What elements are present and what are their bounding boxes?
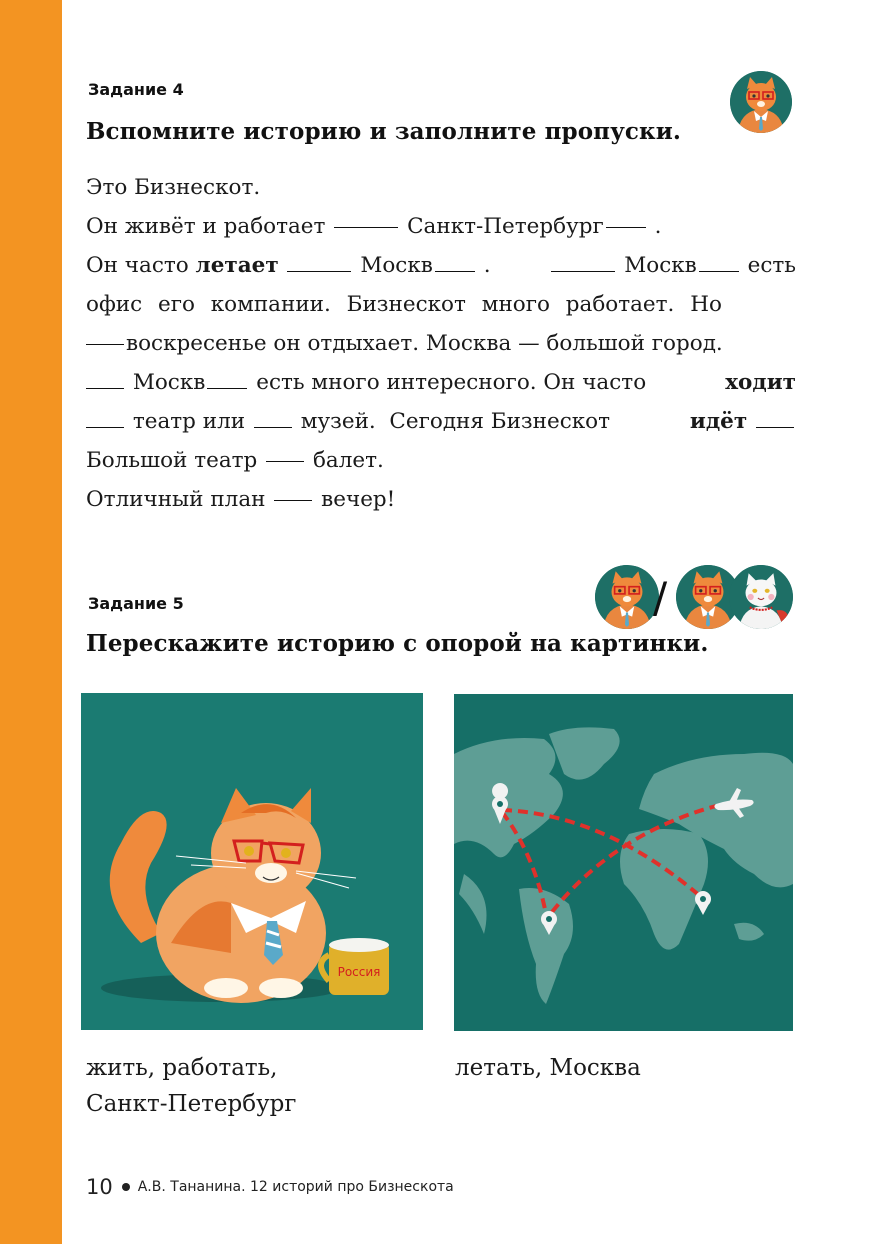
text-fragment: Большой театр	[86, 448, 258, 473]
mug-label: Россия	[337, 965, 381, 979]
caption-line: летать, Москва	[455, 1055, 641, 1081]
text-fragment: музей. Сегодня Бизнескот	[300, 409, 611, 434]
page-footer	[86, 1175, 454, 1199]
blank-field[interactable]	[551, 251, 615, 272]
page-number: 10	[86, 1175, 113, 1199]
text-fragment: Москв	[132, 370, 206, 395]
text-fragment: вечер!	[321, 487, 396, 512]
text-fragment: .	[654, 214, 662, 239]
picture-2-caption	[455, 1050, 641, 1086]
text-fragment: .	[483, 253, 491, 278]
text-fragment: Это Бизнескот.	[86, 175, 261, 200]
task-5-title: Перескажите историю с опорой на картинки.	[86, 630, 709, 657]
blank-field[interactable]	[274, 480, 312, 501]
fill-in-text	[86, 168, 796, 519]
white-cat-avatar-icon	[729, 565, 793, 629]
blank-field[interactable]	[266, 441, 304, 462]
text-fragment: Москв	[360, 253, 433, 278]
blank-field[interactable]	[606, 207, 646, 228]
blank-field[interactable]	[86, 324, 124, 345]
blank-field[interactable]	[699, 251, 739, 272]
blank-field[interactable]	[86, 407, 124, 428]
text-fragment: Отличный план	[86, 487, 266, 512]
bold-verb: идёт	[689, 409, 748, 434]
blank-field[interactable]	[86, 368, 124, 389]
blank-field[interactable]	[207, 368, 247, 389]
text-fragment: театр или	[132, 409, 246, 434]
text-line	[86, 402, 796, 441]
blank-field[interactable]	[287, 251, 351, 272]
picture-1-caption	[86, 1050, 296, 1122]
task-4-title: Вспомните историю и заполните пропуски.	[86, 118, 681, 145]
blank-field[interactable]	[334, 207, 398, 228]
task-5-label: Задание 5	[88, 594, 184, 613]
cat-with-mug-picture	[81, 693, 423, 1030]
blank-field[interactable]	[435, 251, 475, 272]
text-line	[86, 285, 796, 324]
text-fragment: балет.	[312, 448, 384, 473]
bold-verb: ходит	[725, 370, 796, 395]
text-line	[86, 324, 796, 363]
text-line	[86, 246, 796, 285]
orange-side-bar	[0, 0, 62, 1244]
text-fragment: есть	[747, 253, 796, 278]
blank-field[interactable]	[254, 407, 292, 428]
task-4-label: Задание 4	[88, 80, 184, 99]
text-fragment: Он часто	[86, 253, 189, 278]
text-fragment: есть много интересного. Он часто	[256, 370, 647, 395]
blank-field[interactable]	[756, 407, 794, 428]
bullet-dot-icon	[122, 1183, 130, 1191]
or-slash: /	[653, 573, 668, 622]
text-fragment: Москв	[624, 253, 697, 278]
text-fragment: Санкт-Петербург	[407, 214, 604, 239]
bold-verb: летает	[195, 253, 279, 278]
text-fragment: офис его компании. Бизнескот много работает. Но	[86, 292, 722, 317]
cat-businessman-avatar-icon	[730, 71, 792, 133]
book-title: А.В. Тананина. 12 историй про Бизнескота	[137, 1179, 454, 1195]
caption-line: Санкт-Петербург	[86, 1091, 297, 1117]
cat-businessman-avatar-icon	[595, 565, 659, 629]
text-line	[86, 363, 796, 402]
text-fragment: воскресенье он отдыхает. Москва — большой город.	[126, 331, 723, 356]
text-fragment: Он живёт и работает	[86, 214, 326, 239]
caption-line: жить, работать,	[86, 1055, 278, 1081]
world-map-flights-picture	[454, 694, 793, 1031]
text-line	[86, 441, 796, 480]
text-line	[86, 480, 796, 519]
text-line	[86, 168, 796, 207]
text-line	[86, 207, 796, 246]
